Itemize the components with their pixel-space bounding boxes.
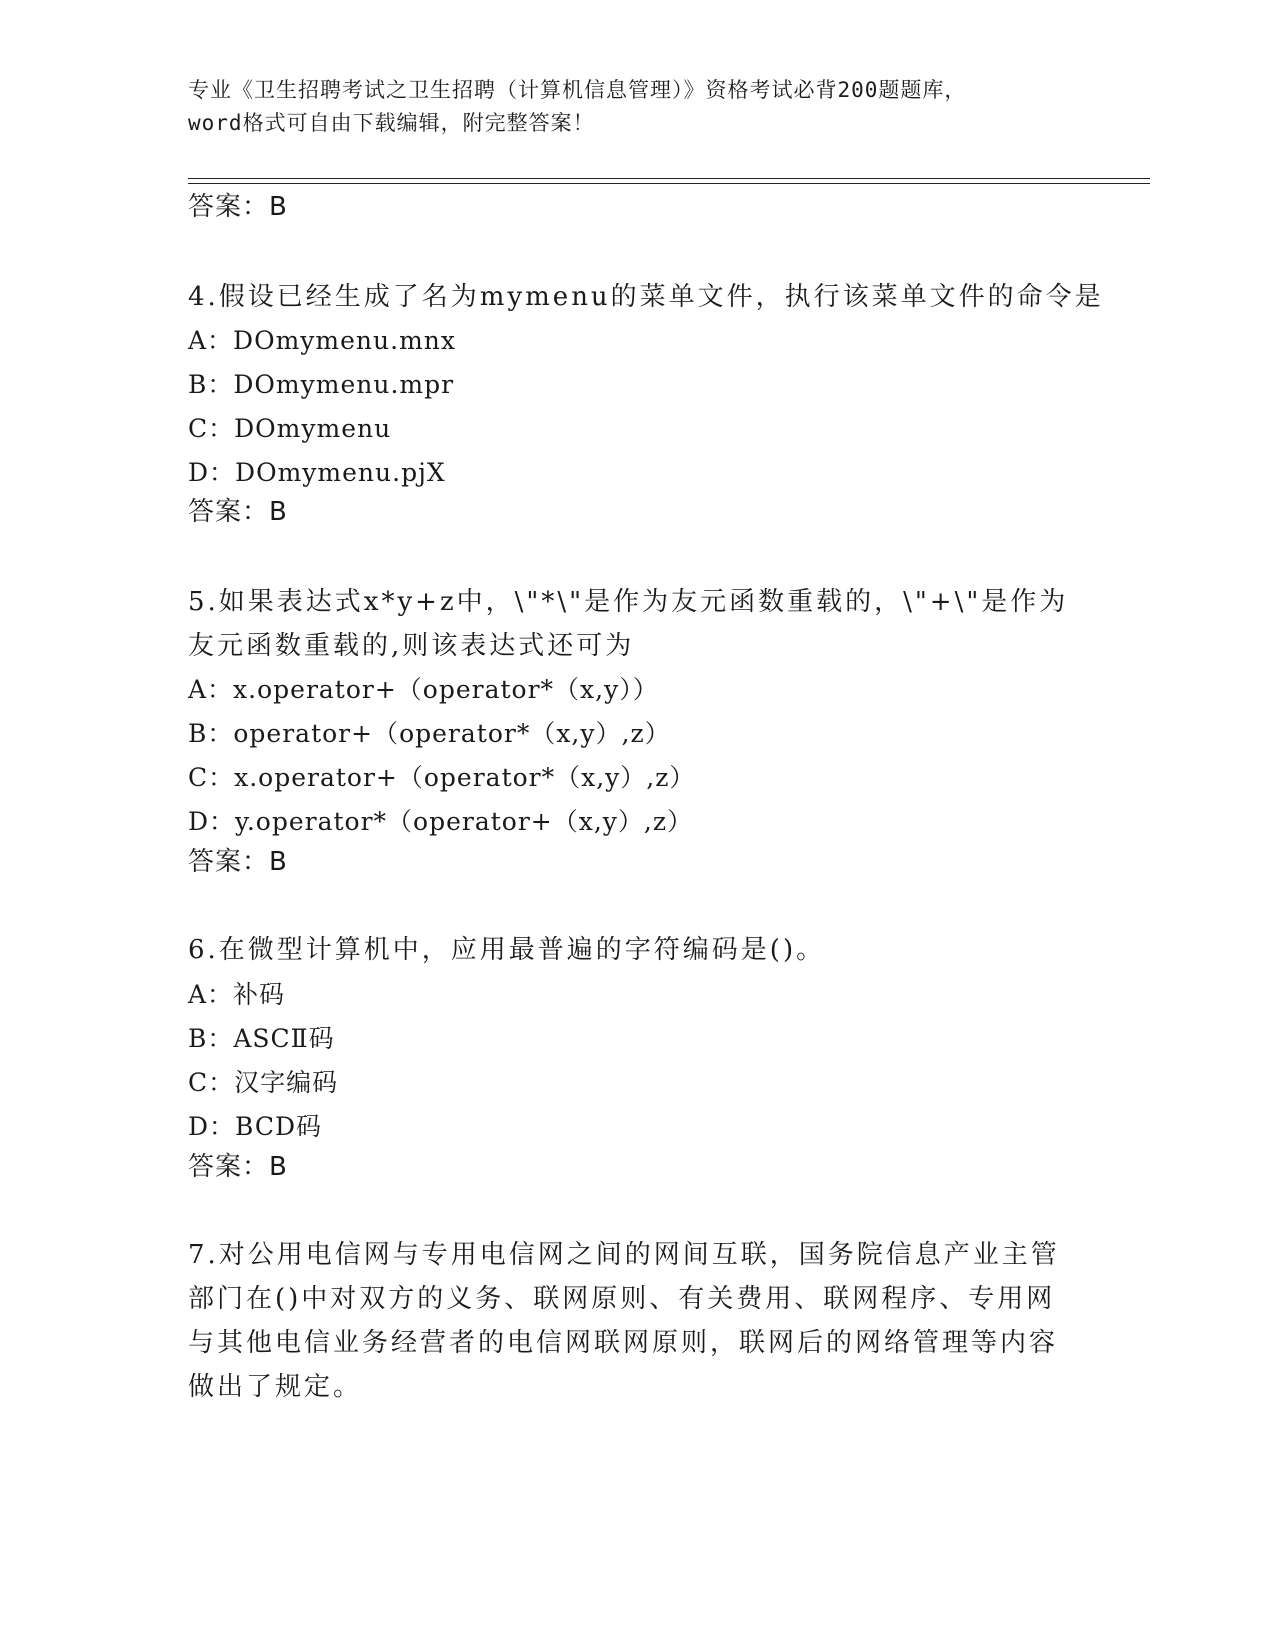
answer-q4: 答案：B bbox=[188, 497, 288, 527]
question-4-option-d: D：DOmymenu.pjX bbox=[188, 458, 446, 487]
question-5-stem-line-2: 友元函数重载的,则该表达式还可为 bbox=[188, 631, 635, 661]
question-6-stem: 6.在微型计算机中，应用最普遍的字符编码是()。 bbox=[188, 935, 826, 965]
header-line-1: 专业《卫生招聘考试之卫生招聘（计算机信息管理）》资格考试必背200题题库， bbox=[188, 78, 967, 102]
question-7-stem-line-4: 做出了规定。 bbox=[188, 1372, 363, 1402]
question-5-option-b: B：operator+（operator*（x,y）,z） bbox=[188, 719, 671, 748]
question-6-option-b: B：ASCⅡ码 bbox=[188, 1024, 335, 1053]
question-5-option-d: D：y.operator*（operator+（x,y）,z） bbox=[188, 807, 694, 836]
question-5-stem-line-1: 5.如果表达式x*y+z中，\"*\"是作为友元函数重载的，\"+\"是作为 bbox=[188, 587, 1069, 617]
question-4-option-a: A：DOmymenu.mnx bbox=[188, 326, 456, 355]
header-line-2: word格式可自由下载编辑，附完整答案！ bbox=[188, 111, 595, 135]
question-7-stem-line-1: 7.对公用电信网与专用电信网之间的网间互联，国务院信息产业主管 bbox=[188, 1240, 1060, 1270]
header-divider-bottom bbox=[188, 183, 1150, 184]
question-7-stem-line-2: 部门在()中对双方的义务、联网原则、有关费用、联网程序、专用网 bbox=[188, 1284, 1056, 1314]
question-4-stem: 4.假设已经生成了名为mymenu的菜单文件，执行该菜单文件的命令是 bbox=[188, 282, 1104, 312]
answer-q5: 答案：B bbox=[188, 847, 288, 877]
header-divider-top bbox=[188, 178, 1150, 179]
question-6-option-d: D：BCD码 bbox=[188, 1112, 323, 1141]
question-4-option-b: B：DOmymenu.mpr bbox=[188, 370, 455, 399]
answer-q6: 答案：B bbox=[188, 1152, 288, 1182]
document-header bbox=[188, 74, 1088, 140]
question-5-option-a: A：x.operator+（operator*（x,y）） bbox=[188, 675, 659, 704]
question-6-option-c: C：汉字编码 bbox=[188, 1068, 339, 1097]
question-5-option-c: C：x.operator+（operator*（x,y）,z） bbox=[188, 763, 696, 792]
question-4-option-c: C：DOmymenu bbox=[188, 414, 392, 443]
answer-q3: 答案：B bbox=[188, 192, 288, 222]
question-7-stem-line-3: 与其他电信业务经营者的电信网联网原则，联网后的网络管理等内容 bbox=[188, 1328, 1059, 1358]
question-6-option-a: A：补码 bbox=[188, 980, 286, 1009]
